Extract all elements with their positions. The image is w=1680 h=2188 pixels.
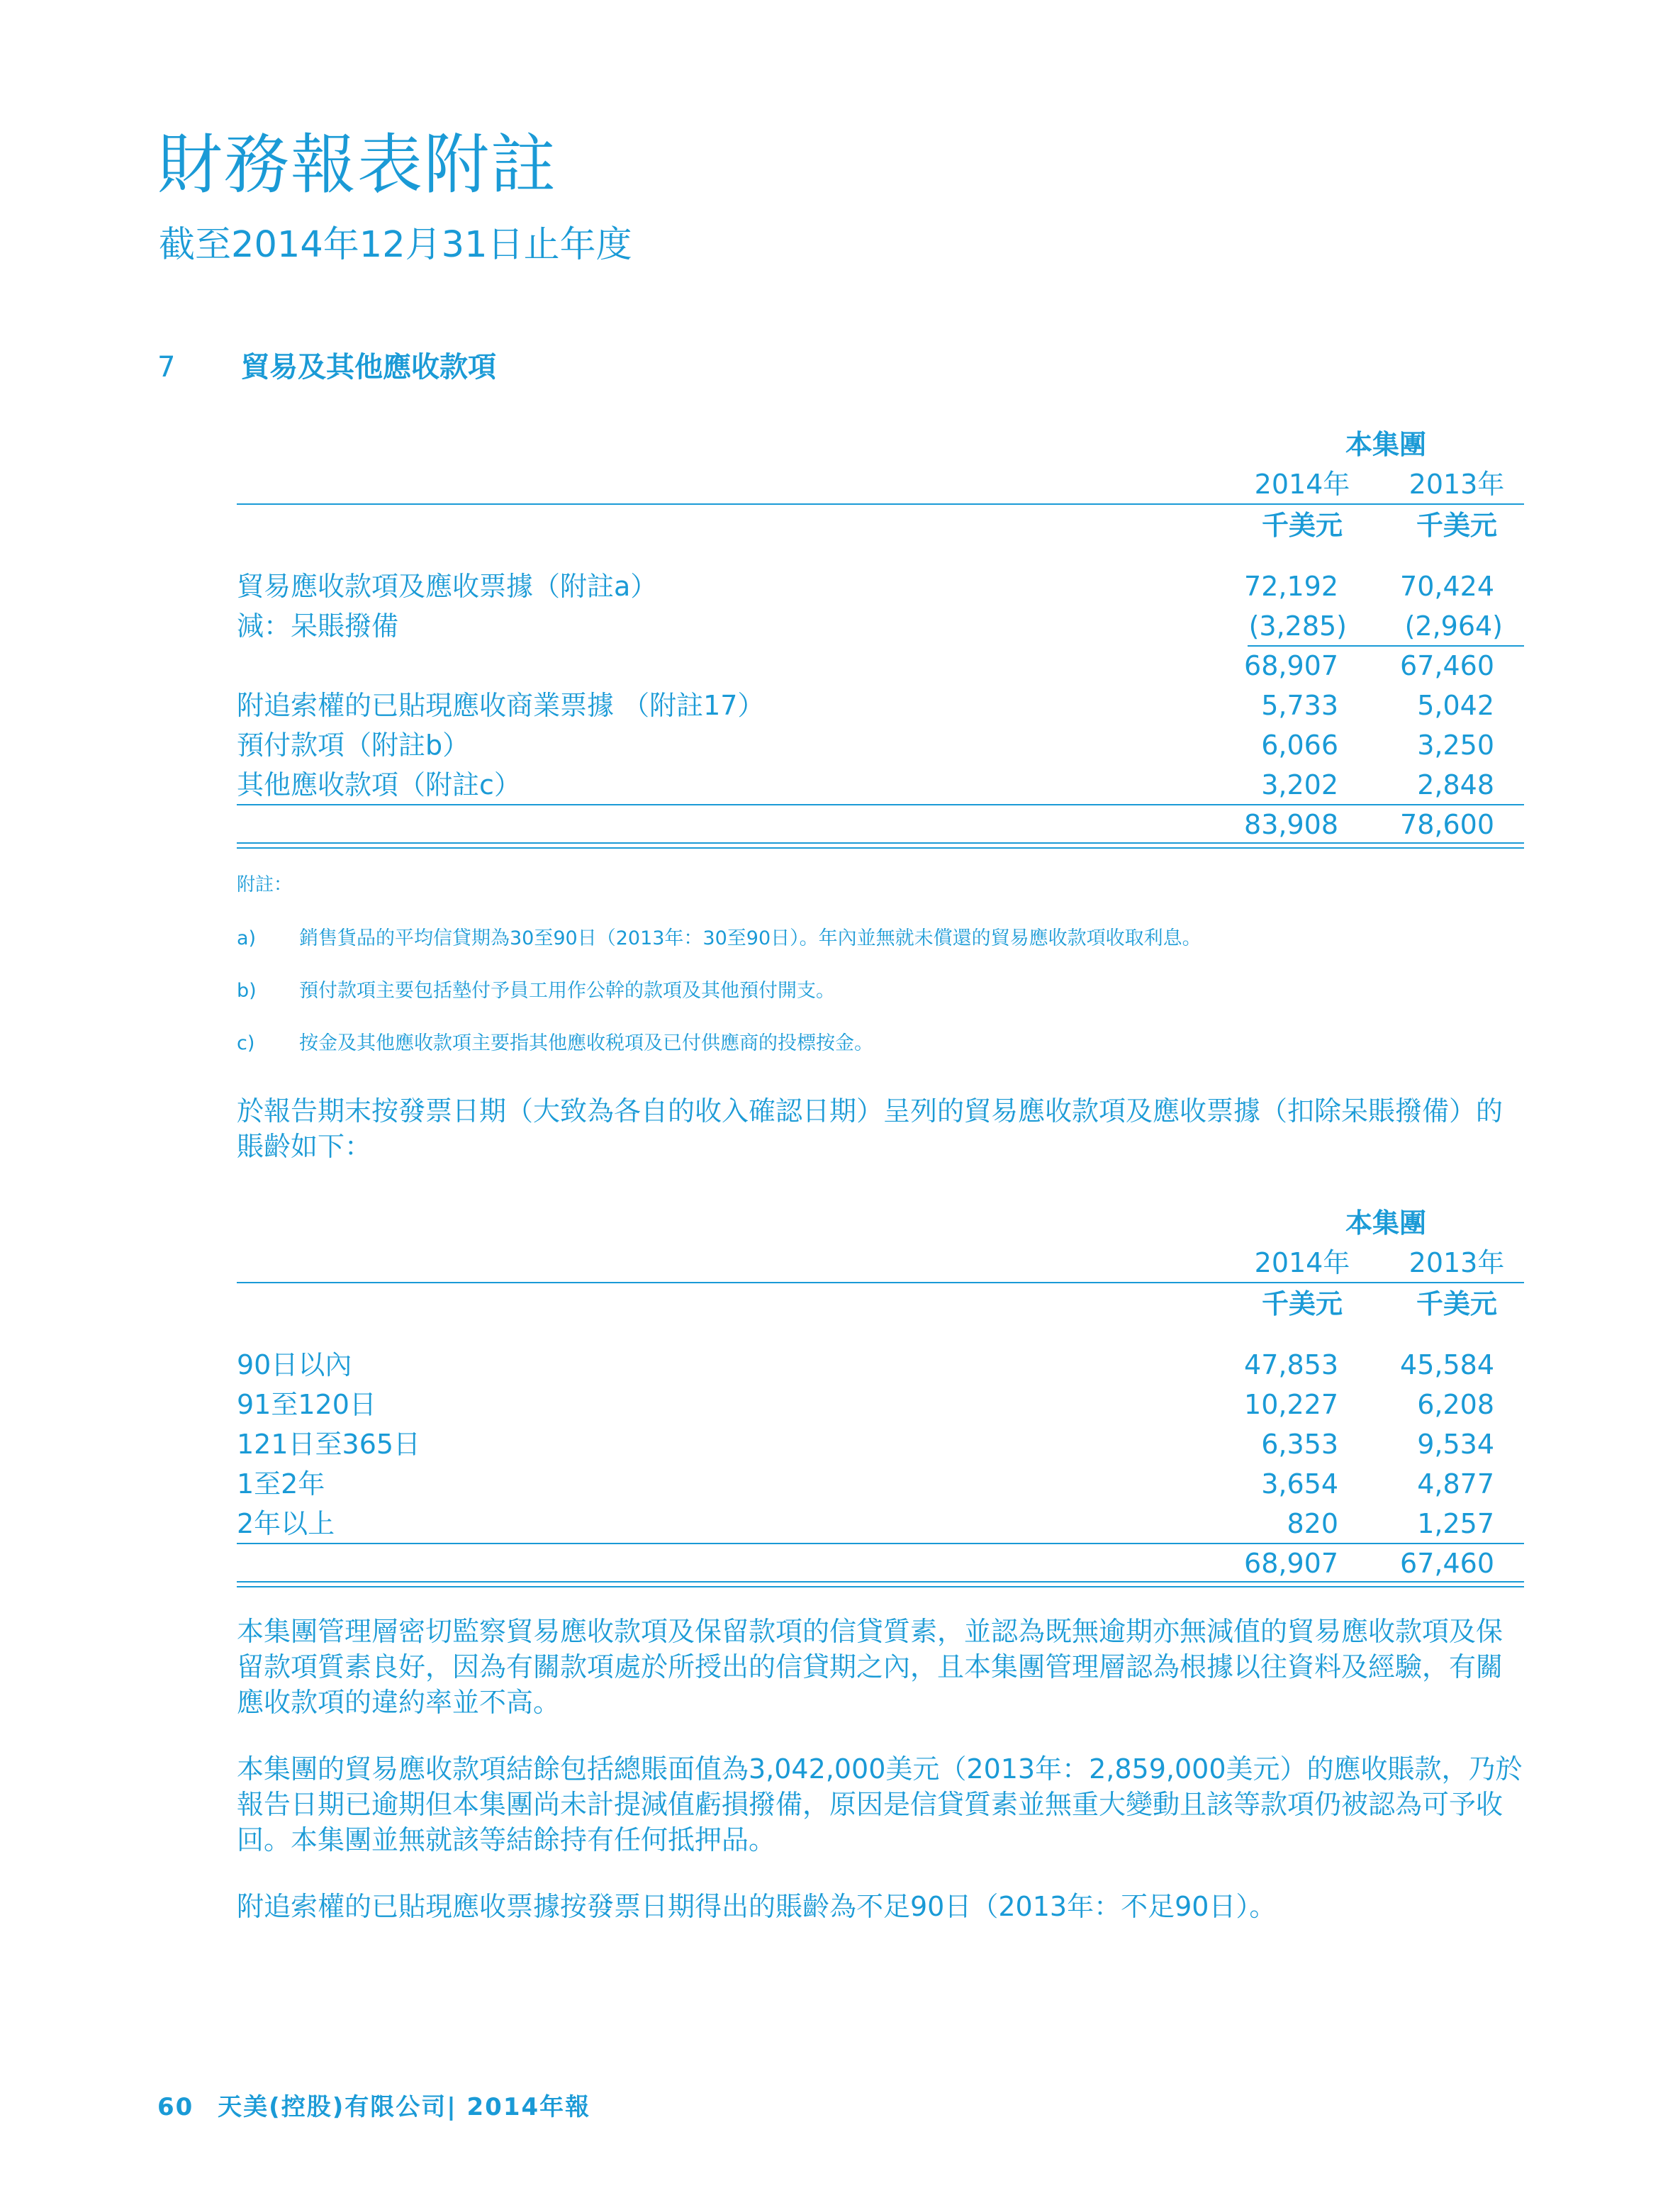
page-footer (157, 2092, 590, 2123)
table-header-rule (237, 1282, 1524, 1283)
row-value-2013: 5,042 (1417, 690, 1494, 721)
row-value-2013: 70,424 (1400, 571, 1494, 602)
row-value-2014: 68,907 (1244, 1548, 1338, 1579)
row-label: 附追索權的已貼現應收商業票據 （附註17） (237, 690, 765, 721)
row-value-2013: 67,460 (1400, 1548, 1494, 1579)
page-subtitle: 截至2014年12月31日止年度 (159, 224, 632, 266)
row-value-2014: 820 (1287, 1508, 1338, 1539)
row-value-2014: 6,066 (1261, 730, 1338, 761)
row-value-2013: 1,257 (1417, 1508, 1494, 1539)
table-year-2013: 2013年 (1409, 469, 1505, 500)
total-rule (237, 1543, 1524, 1544)
row-value-2014: 3,202 (1261, 769, 1338, 800)
row-label: 貿易應收款項及應收票據（附註a） (237, 571, 658, 602)
row-label: 其他應收款項（附註c） (237, 769, 521, 800)
table-group-header: 本集團 (1345, 429, 1426, 460)
row-label: 2年以上 (237, 1508, 335, 1539)
row-value-2013: 67,460 (1400, 650, 1494, 681)
note-label-c: c) (237, 1032, 255, 1054)
note-label-a: a) (237, 927, 257, 949)
row-label: 121日至365日 (237, 1429, 421, 1460)
row-value-2014: 72,192 (1244, 571, 1338, 602)
row-value-2013: 78,600 (1400, 809, 1494, 840)
page-number: 60 (157, 2093, 194, 2121)
row-value-2013: 6,208 (1417, 1389, 1494, 1420)
row-value-2014: 6,353 (1261, 1429, 1338, 1460)
row-value-2014: 83,908 (1244, 809, 1338, 840)
section-number: 7 (157, 351, 176, 384)
table-unit-2013: 千美元 (1416, 1288, 1497, 1319)
row-label: 減：呆賬撥備 (237, 610, 399, 642)
row-value-2014: 47,853 (1244, 1349, 1338, 1380)
table-year-2014: 2014年 (1254, 1247, 1350, 1278)
table-year-2013: 2013年 (1409, 1247, 1505, 1278)
row-value-2013: 9,534 (1417, 1429, 1494, 1460)
table-group-header: 本集團 (1345, 1207, 1426, 1239)
row-value-2014: (3,285) (1248, 610, 1347, 642)
table-unit-2013: 千美元 (1416, 510, 1497, 541)
table-header-rule (237, 503, 1524, 505)
row-label: 90日以內 (237, 1349, 352, 1380)
section-title: 貿易及其他應收款項 (241, 351, 496, 384)
overdue-paragraph: 本集團的貿易應收款項結餘包括總賬面值為3,042,000美元（2013年：2,859,000美元）的應收賬款，乃於報告日期已逾期但本集團尚未計提減值虧損撥備，原因是信貸質素並無重大變動且該等款項仍被認為可予收回。本集團並無就該等結餘持有任何抵押品。 (237, 1753, 1523, 1855)
row-value-2014: 3,654 (1261, 1468, 1338, 1500)
note-label-b: b) (237, 980, 257, 1002)
row-value-2014: 68,907 (1244, 650, 1338, 681)
note-text-a: 銷售貨品的平均信貸期為30至90日（2013年：30至90日）。年內並無就未償還的貿易應收款項收取利息。 (299, 927, 1202, 949)
table-unit-2014: 千美元 (1261, 1288, 1343, 1319)
row-label: 1至2年 (237, 1468, 325, 1500)
row-label: 預付款項（附註b） (237, 730, 470, 761)
row-value-2013: 2,848 (1417, 769, 1494, 800)
total-rule (237, 804, 1524, 805)
discounted-bills-paragraph: 附追索權的已貼現應收票據按發票日期得出的賬齡為不足90日（2013年：不足90日）。 (237, 1891, 1277, 1922)
row-value-2014: 10,227 (1244, 1389, 1338, 1420)
notes-heading: 附註： (237, 874, 293, 895)
row-label: 91至120日 (237, 1389, 376, 1420)
row-value-2013: (2,964) (1404, 610, 1503, 642)
subtotal-rule (1248, 645, 1524, 647)
row-value-2013: 4,877 (1417, 1468, 1494, 1500)
company-report-name: 天美(控股)有限公司| 2014年報 (218, 2093, 591, 2121)
table-year-2014: 2014年 (1254, 469, 1350, 500)
table-unit-2014: 千美元 (1261, 510, 1343, 541)
row-value-2013: 3,250 (1417, 730, 1494, 761)
total-double-rule (237, 842, 1524, 849)
credit-quality-paragraph: 本集團管理層密切監察貿易應收款項及保留款項的信貸質素，並認為既無逾期亦無減值的貿易應收款項及保留款項質素良好，因為有關款項處於所授出的信貸期之內，且本集團管理層認為根據以往資料及經驗，有關應收款項的違約率並不高。 (237, 1616, 1503, 1718)
row-value-2013: 45,584 (1400, 1349, 1494, 1380)
page-title: 財務報表附註 (157, 127, 558, 203)
aging-intro-paragraph: 於報告期末按發票日期（大致為各自的收入確認日期）呈列的貿易應收款項及應收票據（扣除呆賬撥備）的賬齡如下： (237, 1095, 1503, 1162)
row-value-2014: 5,733 (1261, 690, 1338, 721)
total-double-rule (237, 1581, 1524, 1587)
note-text-c: 按金及其他應收款項主要指其他應收税項及已付供應商的投標按金。 (299, 1032, 873, 1054)
note-text-b: 預付款項主要包括墊付予員工用作公幹的款項及其他預付開支。 (299, 980, 835, 1002)
